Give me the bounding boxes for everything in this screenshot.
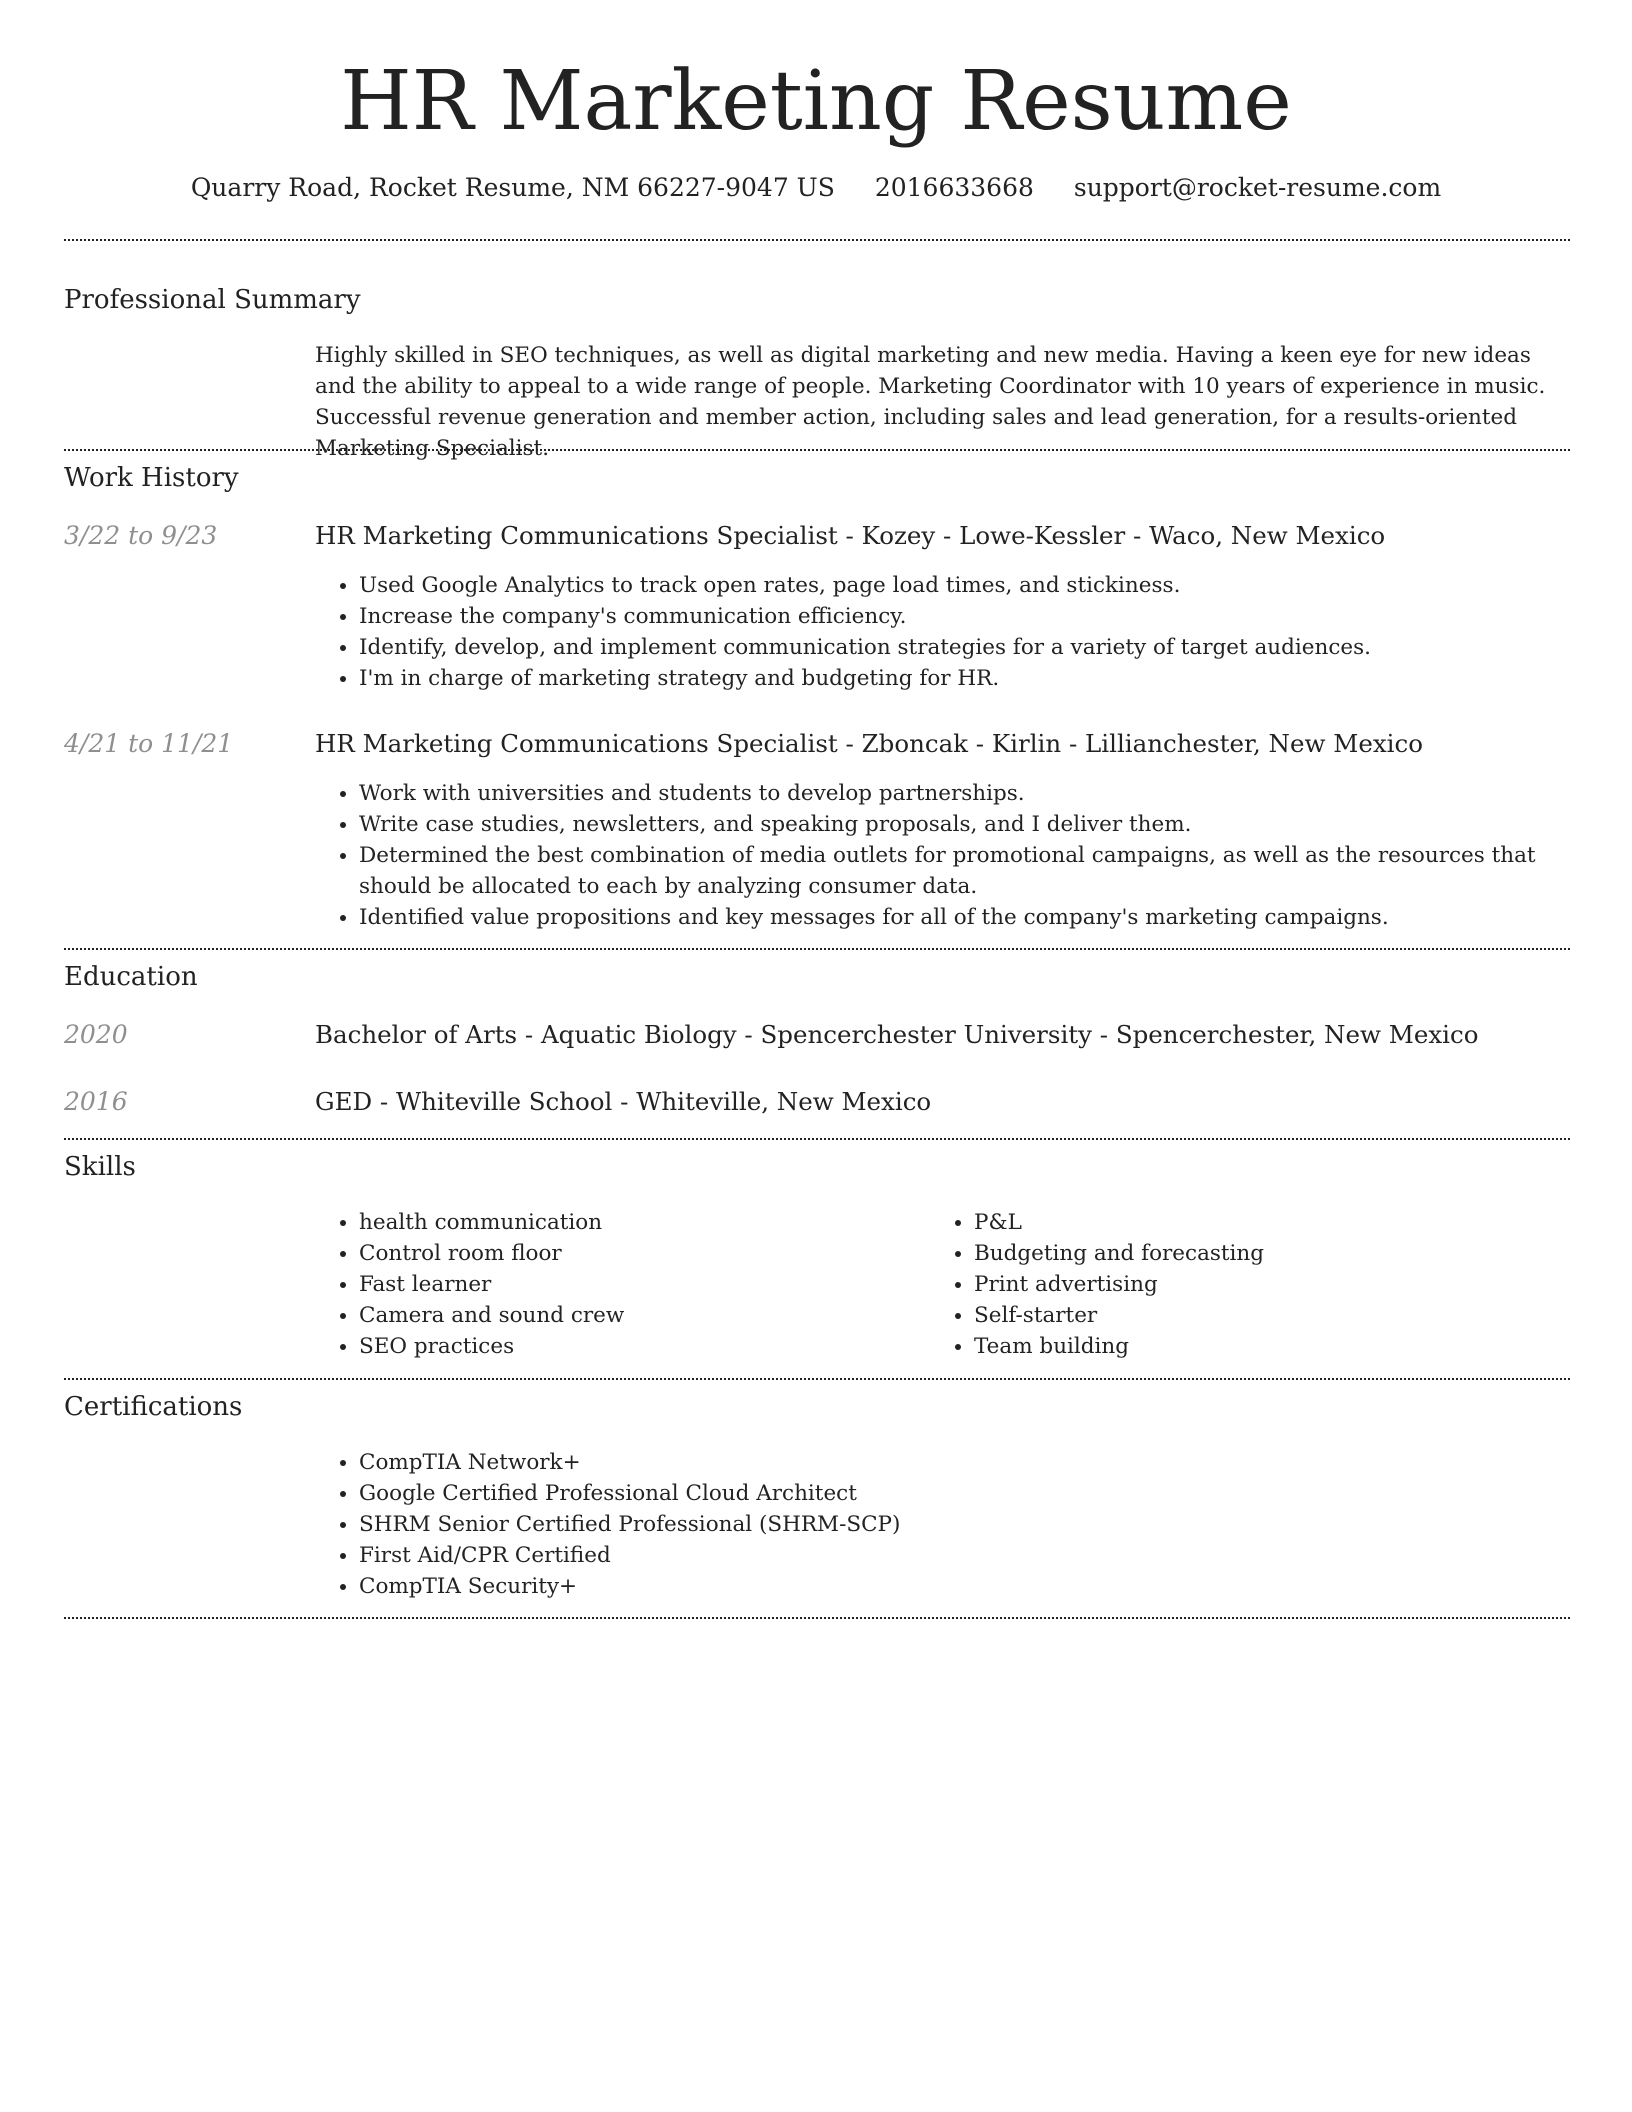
resume-title: HR Marketing Resume [340, 54, 1292, 149]
divider [64, 449, 1570, 451]
list-item: • Identify, develop, and implement communication strategies for a variety of target audiences. [359, 632, 1371, 663]
summary-text: Highly skilled in SEO techniques, as well as digital marketing and new media. Having a keen eye for new ideas and the ability to appeal to a wide range of people. Marketing Coordinator with 10 years of experience in music. Successful revenue generation and member action, including sales and lead generation, for a results-oriented Marketing Specialist. [315, 343, 1546, 461]
list-item: • I'm in charge of marketing strategy and budgeting for HR. [359, 663, 1371, 694]
job-bullets [315, 570, 1371, 694]
contact-email: support@rocket-resume.com [1073, 173, 1442, 202]
job-dates: 4/21 to 11/21 [64, 729, 234, 758]
section-title-certifications: Certifications [64, 1392, 243, 1422]
contact-address: Quarry Road, Rocket Resume, NM 66227-9047 US [190, 173, 835, 202]
job-dates: 3/22 to 9/23 [64, 521, 218, 550]
section-title-work-history: Work History [64, 463, 239, 493]
list-item: • health communication [359, 1207, 624, 1238]
list-item: • P&L [974, 1207, 1264, 1238]
list-item: • Camera and sound crew [359, 1300, 624, 1331]
divider [64, 1378, 1570, 1380]
list-item: • Control room floor [359, 1238, 624, 1269]
skills-list-left [315, 1207, 624, 1362]
list-item: • Identified value propositions and key messages for all of the company's marketing campaigns. [359, 902, 1570, 933]
education-heading: GED - Whiteville School - Whiteville, New Mexico [315, 1087, 932, 1116]
divider [64, 239, 1570, 241]
list-item: • Print advertising [974, 1269, 1264, 1300]
list-item: • CompTIA Security+ [359, 1571, 900, 1602]
education-heading: Bachelor of Arts - Aquatic Biology - Spencerchester University - Spencerchester, New Mexico [315, 1020, 1479, 1049]
divider [64, 948, 1570, 950]
list-item: • SEO practices [359, 1331, 624, 1362]
job-bullets [315, 778, 1570, 933]
list-item: • Google Certified Professional Cloud Architect [359, 1478, 900, 1509]
section-title-education: Education [64, 962, 198, 992]
education-year: 2016 [64, 1087, 128, 1116]
education-year: 2020 [64, 1020, 128, 1049]
job-heading: HR Marketing Communications Specialist - Zboncak - Kirlin - Lillianchester, New Mexico [315, 729, 1423, 758]
contact-phone: 2016633668 [874, 173, 1034, 202]
list-item: • CompTIA Network+ [359, 1447, 900, 1478]
skills-list-right [930, 1207, 1264, 1362]
list-item: • Budgeting and forecasting [974, 1238, 1264, 1269]
list-item: • SHRM Senior Certified Professional (SHRM-SCP) [359, 1509, 900, 1540]
list-item: • Work with universities and students to develop partnerships. [359, 778, 1570, 809]
list-item: • Determined the best combination of media outlets for promotional campaigns, as well as the resources that should be allocated to each by analyzing consumer data. [359, 840, 1570, 902]
certifications-list [315, 1447, 900, 1602]
list-item: • First Aid/CPR Certified [359, 1540, 900, 1571]
list-item: • Team building [974, 1331, 1264, 1362]
list-item: • Increase the company's communication efficiency. [359, 601, 1371, 632]
section-title-summary: Professional Summary [64, 285, 361, 315]
divider [64, 1138, 1570, 1140]
list-item: • Fast learner [359, 1269, 624, 1300]
list-item: • Used Google Analytics to track open rates, page load times, and stickiness. [359, 570, 1371, 601]
contact-line [0, 170, 1632, 206]
job-heading: HR Marketing Communications Specialist - Kozey - Lowe-Kessler - Waco, New Mexico [315, 521, 1386, 550]
list-item: • Self-starter [974, 1300, 1264, 1331]
divider [64, 1617, 1570, 1619]
section-title-skills: Skills [64, 1152, 136, 1182]
list-item: • Write case studies, newsletters, and speaking proposals, and I deliver them. [359, 809, 1570, 840]
